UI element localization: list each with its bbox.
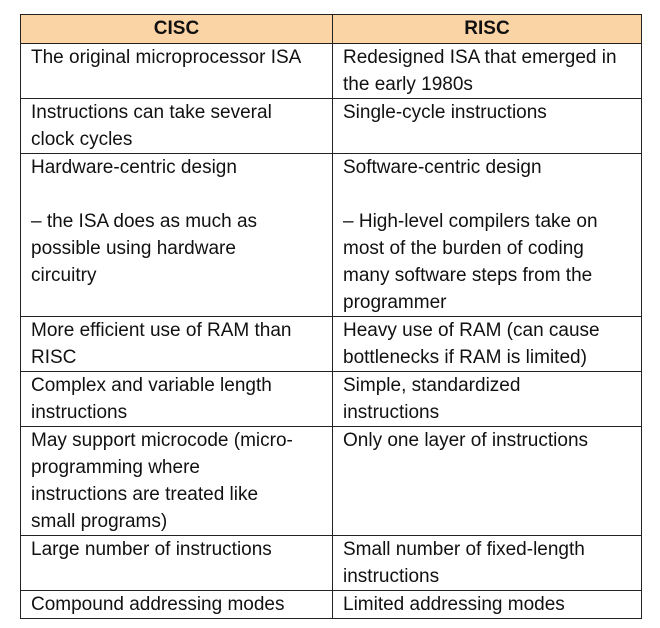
risc-cell-text-line: the early 1980s [343, 74, 473, 95]
risc-cell-text-line: most of the burden of coding [343, 238, 584, 259]
header-cisc: CISC [21, 15, 333, 44]
risc-cell-text-line: Limited addressing modes [343, 594, 565, 615]
comparison-table-container [20, 14, 642, 619]
cisc-cell-text-line: Hardware-centric design [31, 157, 237, 178]
risc-cell [333, 536, 642, 591]
cisc-cell-text-line: programming where [31, 457, 200, 478]
table-row [21, 372, 642, 427]
cisc-cell-text-line: Large number of instructions [31, 539, 272, 560]
cisc-cell-text-line: possible using hardware [31, 238, 236, 259]
cisc-cell [21, 536, 333, 591]
cisc-cell [21, 372, 333, 427]
table-row [21, 44, 642, 99]
risc-cell [333, 154, 642, 317]
cisc-cell [21, 317, 333, 372]
risc-cell-text-line: Small number of fixed-length [343, 539, 585, 560]
risc-cell-text-line: instructions [343, 566, 440, 587]
table-row [21, 591, 642, 619]
risc-cell-text-line: programmer [343, 292, 447, 313]
risc-cell-text-line: Single-cycle instructions [343, 102, 547, 123]
risc-cell [333, 99, 642, 154]
risc-cell-text-line: Simple, standardized [343, 375, 521, 396]
cisc-cell-text-line: Compound addressing modes [31, 594, 285, 615]
risc-cell [333, 427, 642, 536]
cisc-cell-text-line: May support microcode (micro- [31, 430, 293, 451]
risc-cell [333, 44, 642, 99]
risc-cell-text-line: Redesigned ISA that emerged in [343, 47, 617, 68]
cisc-cell-text-line: small programs) [31, 511, 168, 532]
risc-cell-text-line: Only one layer of instructions [343, 430, 589, 451]
risc-cell-text-line: – High-level compilers take on [343, 211, 598, 232]
risc-cell-text-line: instructions [343, 402, 440, 423]
risc-cell-text-line: bottlenecks if RAM is limited) [343, 347, 587, 368]
cisc-cell [21, 99, 333, 154]
table-row [21, 99, 642, 154]
blank-line [31, 181, 326, 208]
cisc-cell-text-line: Instructions can take several [31, 102, 272, 123]
risc-cell-text-line: many software steps from the [343, 265, 593, 286]
cisc-cell [21, 591, 333, 619]
blank-line [343, 181, 635, 208]
cisc-cell-text-line: instructions [31, 402, 128, 423]
table-header [21, 15, 642, 44]
risc-cell [333, 372, 642, 427]
header-row [21, 15, 642, 44]
risc-cell-text-line: Software-centric design [343, 157, 542, 178]
table-row [21, 536, 642, 591]
cisc-cell [21, 154, 333, 317]
cisc-cell-text-line: circuitry [31, 265, 97, 286]
cisc-cell-text-line: – the ISA does as much as [31, 211, 258, 232]
table-row [21, 427, 642, 536]
cisc-cell [21, 427, 333, 536]
cisc-cell-text-line: instructions are treated like [31, 484, 259, 505]
cisc-cell-text-line: clock cycles [31, 129, 133, 150]
risc-cell [333, 317, 642, 372]
header-risc: RISC [333, 15, 642, 44]
table-row [21, 317, 642, 372]
cisc-cell-text-line: More efficient use of RAM than [31, 320, 292, 341]
table-row [21, 154, 642, 317]
cisc-cell [21, 44, 333, 99]
cisc-cell-text-line: The original microprocessor ISA [31, 47, 302, 68]
risc-cell-text-line: Heavy use of RAM (can cause [343, 320, 600, 341]
cisc-cell-text-line: Complex and variable length [31, 375, 272, 396]
risc-cell [333, 591, 642, 619]
table-body [21, 44, 642, 619]
cisc-risc-comparison-table [20, 14, 642, 619]
cisc-cell-text-line: RISC [31, 347, 77, 368]
